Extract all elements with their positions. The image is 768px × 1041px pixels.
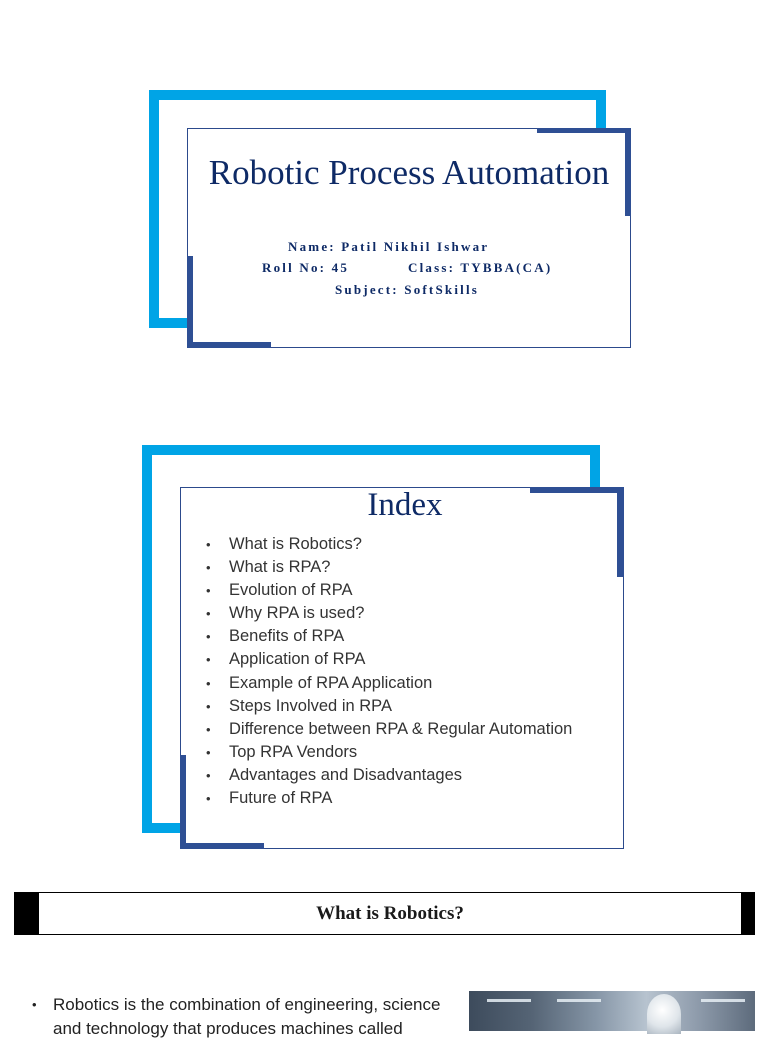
bullet-icon: • — [206, 583, 211, 599]
index-item: • Evolution of RPA — [206, 579, 572, 602]
index-item: • Advantages and Disadvantages — [206, 764, 572, 787]
bullet-icon: • — [206, 767, 211, 783]
slide2-accent-bottom — [180, 843, 264, 849]
index-item: • Benefits of RPA — [206, 625, 572, 648]
index-list — [206, 533, 572, 810]
index-item: • Steps Involved in RPA — [206, 695, 572, 718]
slide1-accent-left — [187, 256, 193, 348]
bullet-icon: • — [32, 997, 37, 1012]
bullet-icon: • — [206, 721, 211, 737]
index-item: • Difference between RPA & Regular Automation — [206, 718, 572, 741]
class-name: Class: TYBBA(CA) — [408, 260, 553, 275]
slide2-accent-left — [180, 755, 186, 849]
student-name: Name: Patil Nikhil Ishwar — [288, 239, 490, 254]
index-item: • Future of RPA — [206, 787, 572, 810]
ceiling-light — [557, 999, 601, 1002]
slide1-accent-top — [537, 128, 631, 133]
slide3-title: What is Robotics? — [316, 903, 464, 924]
bullet-icon: • — [206, 652, 211, 668]
bullet-icon: • — [206, 675, 211, 691]
index-item: • Top RPA Vendors — [206, 741, 572, 764]
robot-photo — [469, 991, 755, 1031]
index-title: Index — [367, 487, 443, 523]
bullet-icon: • — [206, 791, 211, 807]
bullet-icon: • — [206, 606, 211, 622]
index-item: • What is Robotics? — [206, 533, 572, 556]
index-item: • What is RPA? — [206, 556, 572, 579]
slide1-title: Robotic Process Automation — [208, 153, 610, 192]
index-item: • Example of RPA Application — [206, 672, 572, 695]
ceiling-light — [701, 999, 745, 1002]
slide3-bullet-text: • Robotics is the combination of engineering, science and technology that produces machines called — [32, 995, 441, 1038]
ceiling-light — [487, 999, 531, 1002]
roll-number: Roll No: 45 — [262, 260, 350, 275]
bullet-icon: • — [206, 560, 211, 576]
index-item: • Why RPA is used? — [206, 602, 572, 625]
slide1-accent-bottom — [187, 342, 271, 348]
robot-head — [647, 994, 681, 1034]
bullet-icon: • — [206, 744, 211, 760]
index-item: • Application of RPA — [206, 648, 572, 671]
bullet-icon: • — [206, 537, 211, 552]
subject-name: Subject: SoftSkills — [335, 282, 480, 297]
bullet-icon: • — [206, 698, 211, 714]
bullet-icon: • — [206, 629, 211, 645]
